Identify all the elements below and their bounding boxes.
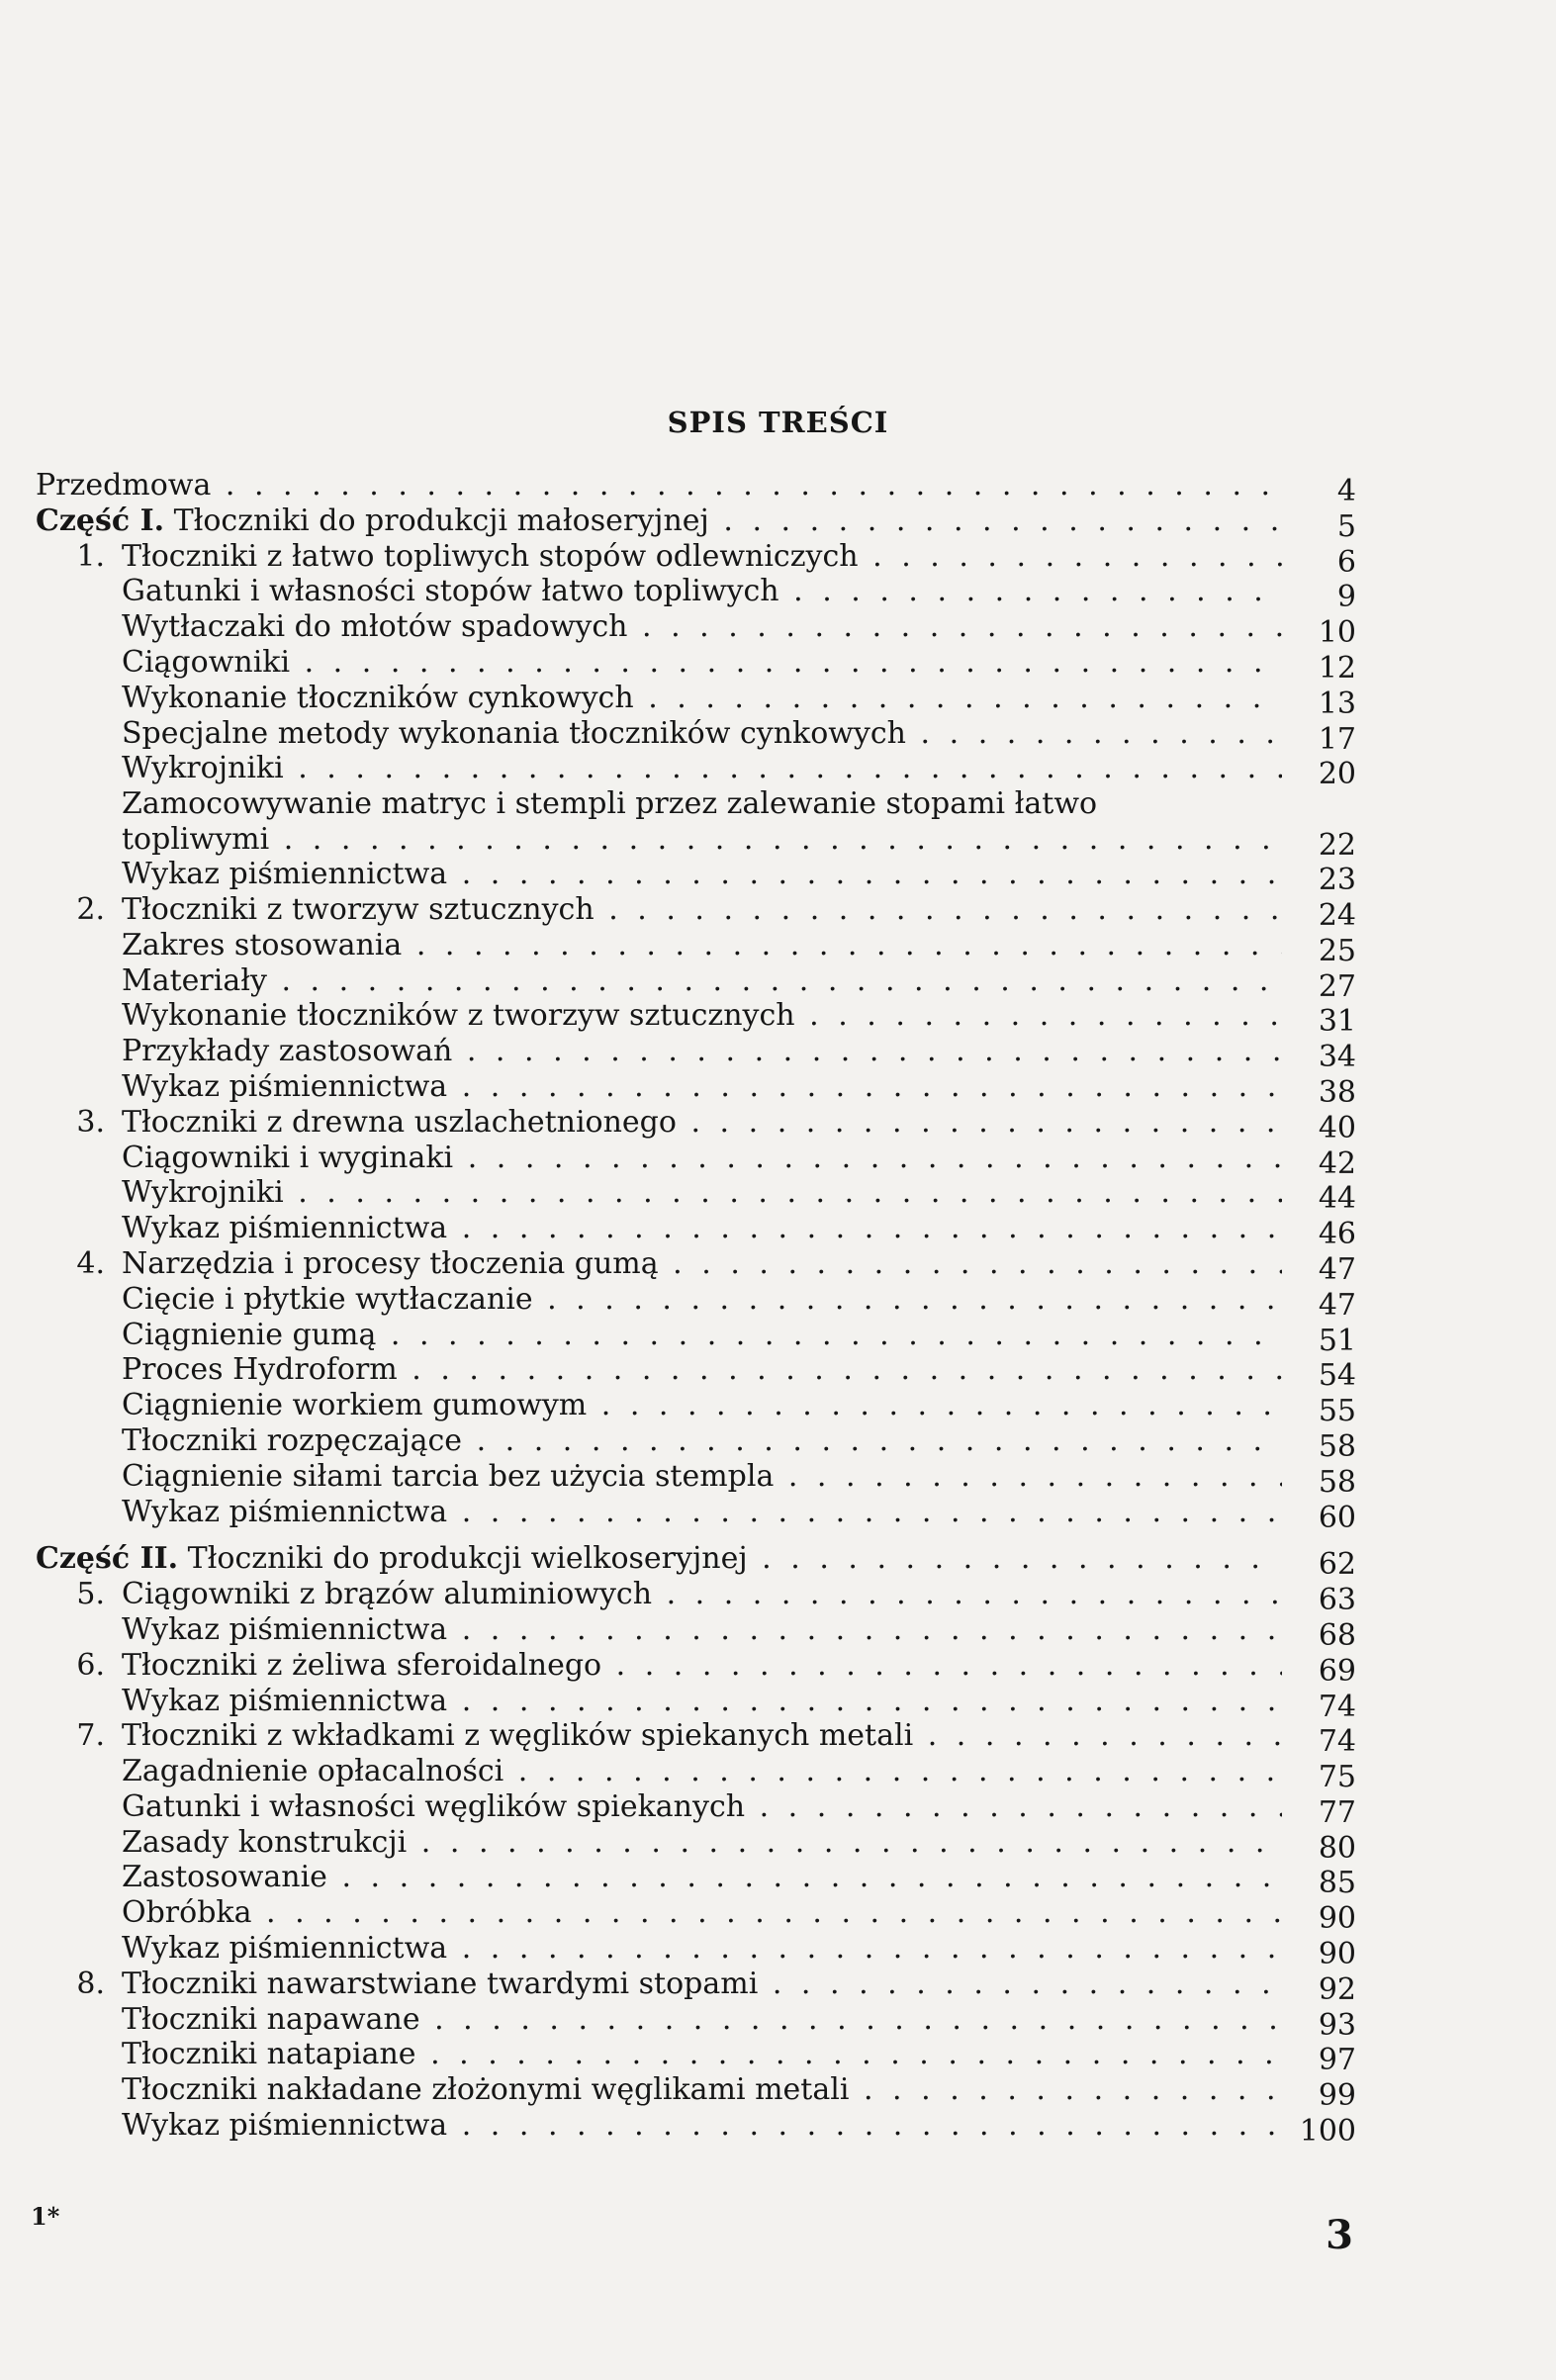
entry-text: Ciągowniki i wyginaki	[122, 1140, 454, 1175]
page-ref: 12	[1318, 650, 1356, 686]
entry-title	[122, 1246, 1282, 1282]
page-ref: 42	[1318, 1145, 1356, 1181]
page-ref: 34	[1318, 1040, 1356, 1075]
entry-title	[122, 1931, 1282, 1967]
entry-text: Specjalne metody wykonania tłoczników cynkowych	[122, 715, 907, 751]
page-ref: 31	[1318, 1004, 1356, 1040]
page-ref: 54	[1318, 1358, 1356, 1394]
page-ref: 24	[1318, 897, 1356, 933]
toc-entry	[36, 2072, 1356, 2114]
page-ref: 47	[1318, 1251, 1356, 1287]
page-ref: 20	[1318, 757, 1356, 792]
toc-entry	[36, 2001, 1356, 2043]
entry-title	[122, 2037, 1282, 2072]
page-ref: 13	[1318, 686, 1356, 721]
entry-title	[122, 1612, 1282, 1648]
chapter-number: 2.	[76, 891, 105, 927]
entry-text: Tłoczniki napawane	[122, 2001, 420, 2037]
toc-entry	[36, 574, 1356, 615]
table-of-contents	[36, 468, 1356, 2150]
part-prefix: Część II.	[36, 1541, 179, 1577]
signature-mark: 1*	[31, 2202, 60, 2231]
page-ref: 74	[1318, 1689, 1356, 1724]
entry-text: Tłoczniki nawarstwiane twardymi stopami	[122, 1966, 759, 2001]
toc-entry	[36, 1175, 1356, 1217]
page-ref: 47	[1318, 1287, 1356, 1323]
page-ref: 99	[1318, 2078, 1356, 2114]
page-ref: 85	[1318, 1866, 1356, 1901]
toc-entry	[36, 1754, 1356, 1795]
toc-entry	[36, 1611, 1356, 1653]
entry-title	[122, 1318, 1282, 1353]
entry-text: Przykłady zastosowań	[122, 1034, 453, 1069]
entry-title	[122, 1211, 1282, 1246]
page-ref: 25	[1318, 933, 1356, 968]
chapter-number: 6.	[76, 1647, 105, 1683]
entry-title	[122, 1825, 1282, 1861]
entry-text: Wykaz piśmiennictwa	[122, 1931, 448, 1967]
chapter-number: 3.	[76, 1104, 105, 1140]
entry-title	[122, 892, 1282, 928]
page-ref: 93	[1318, 2007, 1356, 2043]
toc-entry	[36, 715, 1356, 757]
toc-entry	[36, 1422, 1356, 1464]
entry-title	[122, 751, 1282, 786]
chapter-number: 4.	[76, 1245, 105, 1281]
toc-entry	[36, 1352, 1356, 1394]
entry-title	[36, 1541, 1282, 1577]
toc-entry	[36, 1068, 1356, 1110]
entry-text: Materiały	[122, 962, 267, 998]
entry-text: Tłoczniki z żeliwa sferoidalnego	[122, 1647, 602, 1683]
page-ref: 23	[1318, 863, 1356, 898]
toc-entry	[36, 2037, 1356, 2078]
entry-title	[122, 1967, 1282, 2002]
entry-text: Gatunki i własności węglików spiekanych	[122, 1788, 746, 1824]
entry-text: Wykaz piśmiennictwa	[122, 1211, 448, 1246]
page-ref: 68	[1318, 1617, 1356, 1653]
entry-text: Wykaz piśmiennictwa	[122, 1494, 448, 1529]
entry-title	[122, 1754, 1282, 1789]
entry-title	[122, 1718, 1282, 1754]
entry-title	[122, 1069, 1282, 1105]
entry-text: Ciągowniki	[122, 644, 291, 680]
toc-entry	[36, 1824, 1356, 1866]
page-ref: 40	[1318, 1110, 1356, 1145]
entry-text: Wykaz piśmiennictwa	[122, 1683, 448, 1718]
entry-title	[122, 1105, 1282, 1141]
entry-title	[122, 963, 1282, 999]
page-ref: 92	[1318, 1971, 1356, 2007]
entry-text: Proces Hydroform	[122, 1352, 398, 1388]
entry-text: Tłoczniki do produkcji małoseryjnej	[173, 503, 709, 538]
entry-text: Tłoczniki z tworzyw sztucznych	[122, 891, 595, 927]
page-ref: 51	[1318, 1323, 1356, 1358]
chapter-number: 1.	[76, 538, 105, 574]
entry-title	[122, 645, 1282, 681]
part-prefix: Część I.	[36, 503, 165, 538]
toc-entry	[36, 1541, 1356, 1583]
entry-title	[122, 1895, 1282, 1931]
entry-title	[122, 998, 1282, 1034]
toc-entry	[36, 1317, 1356, 1358]
entry-text: Tłoczniki rozpęczające	[122, 1422, 463, 1458]
toc-entry	[36, 1860, 1356, 1901]
page-title: SPIS TREŚCI	[667, 406, 889, 439]
toc-entry	[36, 2108, 1356, 2150]
chapter-number: 5.	[76, 1577, 105, 1612]
page-ref: 90	[1318, 1937, 1356, 1972]
toc-entry	[36, 1788, 1356, 1830]
page-number: 3	[1326, 2212, 1353, 2258]
page-ref: 10	[1318, 615, 1356, 651]
page-ref: 38	[1318, 1074, 1356, 1110]
entry-title	[122, 1141, 1282, 1176]
toc-entry	[36, 962, 1356, 1004]
entry-text: Wykaz piśmiennictwa	[122, 1611, 448, 1647]
entry-title	[122, 1459, 1282, 1495]
chapter-number: 7.	[76, 1718, 105, 1754]
entry-text: Cięcie i płytkie wytłaczanie	[122, 1281, 533, 1317]
toc-entry	[36, 751, 1356, 792]
toc-entry	[36, 680, 1356, 721]
entry-text: Tłoczniki do produkcji wielkoseryjnej	[187, 1541, 748, 1577]
entry-title	[122, 1577, 1282, 1612]
toc-entry	[36, 857, 1356, 898]
entry-title	[122, 1175, 1282, 1211]
page-ref: 22	[1318, 827, 1356, 863]
page-ref: 100	[1299, 2114, 1356, 2150]
entry-title	[122, 2072, 1282, 2108]
toc-entry	[36, 609, 1356, 651]
toc-entry	[36, 891, 1356, 933]
entry-title-continuation	[122, 822, 1282, 858]
toc-entry	[36, 1577, 1356, 1618]
entry-title	[122, 857, 1282, 892]
entry-text: Zastosowanie	[122, 1860, 327, 1895]
entry-text: Ciągnienie siłami tarcia bez użycia stempla	[122, 1458, 775, 1494]
page-ref: 60	[1318, 1500, 1356, 1535]
page-ref: 58	[1318, 1464, 1356, 1500]
entry-title: Zamocowywanie matryc i stempli przez zalewanie stopami łatwo	[122, 786, 1098, 822]
page-ref: 55	[1318, 1394, 1356, 1429]
entry-title	[122, 1388, 1282, 1423]
chapter-number: 8.	[76, 1966, 105, 2001]
entry-text: Wykaz piśmiennictwa	[122, 1068, 448, 1104]
toc-entry	[36, 998, 1356, 1040]
entry-text: Wykaz piśmiennictwa	[122, 2108, 448, 2144]
entry-text: Wykonanie tłoczników cynkowych	[122, 680, 634, 715]
toc-entry	[36, 1647, 1356, 1689]
entry-title	[122, 2108, 1282, 2144]
toc-entry	[36, 1034, 1356, 1075]
page-ref: 90	[1318, 1901, 1356, 1937]
toc-entry	[36, 1104, 1356, 1145]
entry-text: Zagadnienie opłacalności	[122, 1754, 504, 1789]
toc-entry	[36, 1458, 1356, 1500]
entry-title	[122, 1648, 1282, 1684]
entry-title	[122, 928, 1282, 963]
entry-title	[122, 681, 1282, 716]
entry-text: Zasady konstrukcji	[122, 1824, 408, 1860]
toc-entry	[36, 1245, 1356, 1287]
entry-title	[122, 1282, 1282, 1318]
entry-text: Wykaz piśmiennictwa	[122, 857, 448, 892]
page-ref: 75	[1318, 1760, 1356, 1795]
entry-title	[36, 468, 1282, 503]
page-ref: 62	[1318, 1547, 1356, 1583]
toc-entry	[36, 1895, 1356, 1937]
toc-entry	[36, 503, 1356, 544]
entry-text: Tłoczniki z drewna uszlachetnionego	[122, 1104, 677, 1140]
toc-entry	[36, 786, 1356, 863]
page-ref: 77	[1318, 1794, 1356, 1830]
toc-entry	[36, 927, 1356, 968]
toc-entry	[36, 1140, 1356, 1181]
entry-text: Obróbka	[122, 1895, 252, 1931]
toc-entry	[36, 1211, 1356, 1252]
toc-entry	[36, 1494, 1356, 1535]
page-ref: 5	[1336, 508, 1356, 544]
page-ref: 69	[1318, 1653, 1356, 1689]
toc-entry	[36, 468, 1356, 508]
entry-title	[122, 1034, 1282, 1069]
toc-entry	[36, 644, 1356, 686]
toc-entry	[36, 1388, 1356, 1429]
entry-title	[122, 574, 1282, 609]
page-ref: 4	[1336, 474, 1356, 508]
entry-text: Tłoczniki z łatwo topliwych stopów odlewniczych	[122, 538, 859, 574]
entry-text: Wykrojniki	[122, 751, 284, 786]
page-ref: 9	[1336, 580, 1356, 615]
entry-text: Wykonanie tłoczników z tworzyw sztucznych	[122, 998, 795, 1034]
entry-text: Ciągnienie gumą	[122, 1317, 377, 1352]
page-ref: 6	[1336, 544, 1356, 580]
entry-title	[122, 2002, 1282, 2038]
entry-text: Przedmowa	[36, 468, 212, 503]
toc-entry	[36, 1281, 1356, 1323]
page-ref: 27	[1318, 968, 1356, 1004]
entry-title	[122, 539, 1282, 575]
entry-text: Ciągnienie workiem gumowym	[122, 1388, 588, 1423]
entry-text: Gatunki i własności stopów łatwo topliwych	[122, 574, 779, 609]
entry-title	[122, 1423, 1282, 1459]
entry-title	[122, 716, 1282, 752]
page-ref: 46	[1318, 1217, 1356, 1252]
page-ref: 97	[1318, 2043, 1356, 2078]
page-ref: 44	[1318, 1181, 1356, 1217]
entry-title	[122, 1860, 1282, 1895]
entry-text: Wykrojniki	[122, 1175, 284, 1211]
entry-text: topliwymi	[122, 821, 270, 857]
entry-title	[122, 609, 1282, 645]
entry-text: Narzędzia i procesy tłoczenia gumą	[122, 1245, 659, 1281]
entry-title	[122, 1495, 1282, 1530]
toc-entry	[36, 538, 1356, 580]
page-ref: 17	[1318, 721, 1356, 757]
toc-entry	[36, 1683, 1356, 1724]
entry-text: Tłoczniki nakładane złożonymi węglikami metali	[122, 2072, 850, 2108]
entry-text: Zakres stosowania	[122, 927, 403, 962]
entry-text: Tłoczniki z wkładkami z węglików spiekanych metali	[122, 1718, 914, 1754]
toc-entry	[36, 1966, 1356, 2007]
entry-title	[122, 1684, 1282, 1719]
page-ref: 80	[1318, 1830, 1356, 1866]
entry-text: Ciągowniki z brązów aluminiowych	[122, 1577, 653, 1612]
page-ref: 63	[1318, 1583, 1356, 1618]
toc-entry	[36, 1931, 1356, 1972]
entry-text: Tłoczniki natapiane	[122, 2037, 416, 2072]
toc-entry	[36, 1718, 1356, 1760]
entry-title	[122, 1789, 1282, 1825]
page-ref: 74	[1318, 1724, 1356, 1760]
page-ref: 58	[1318, 1428, 1356, 1464]
entry-text: Wytłaczaki do młotów spadowych	[122, 609, 628, 645]
entry-title	[36, 503, 1282, 539]
entry-title	[122, 1352, 1282, 1388]
